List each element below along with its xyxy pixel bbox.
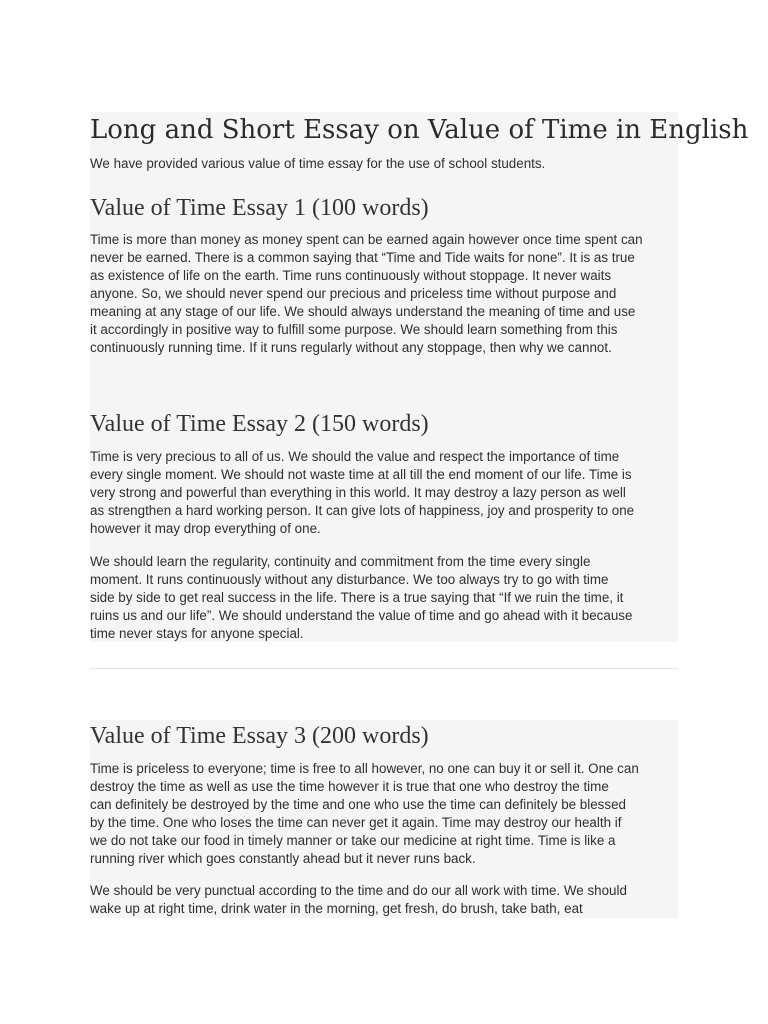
text-line: moment. It runs continuously without any disturbance. We too always try to go with time bbox=[90, 572, 609, 587]
text-line: running river which goes constantly ahead but it never runs back. bbox=[90, 851, 476, 866]
essay-1-heading: Value of Time Essay 1 (100 words) bbox=[90, 195, 429, 221]
text-line: destroy the time as well as use the time however it is true that one who destroy the time bbox=[90, 779, 609, 794]
essay-2-paragraph-2 bbox=[90, 553, 680, 643]
text-line: by the time. One who loses the time can never get it again. Time may destroy our health if bbox=[90, 815, 622, 830]
text-line: we do not take our food in timely manner or take our medicine at right time. Time is like a bbox=[90, 833, 616, 848]
intro-paragraph bbox=[90, 155, 680, 173]
text-line: as existence of life on the earth. Time runs continuously without stoppage. It never waits bbox=[90, 268, 612, 283]
article-title: Long and Short Essay on Value of Time in English bbox=[90, 115, 749, 145]
text-line: Time is more than money as money spent can be earned again however once time spent can bbox=[90, 232, 643, 247]
intro-line: We have provided various value of time essay for the use of school students. bbox=[90, 156, 546, 171]
text-line: ruins us and our life”. We should understand the value of time and go ahead with it because bbox=[90, 608, 633, 623]
text-line: wake up at right time, drink water in the morning, get fresh, do brush, take bath, eat bbox=[90, 901, 583, 916]
essay-3-paragraph-2 bbox=[90, 882, 680, 918]
text-line: anyone. So, we should never spend our precious and priceless time without purpose and bbox=[90, 286, 617, 301]
text-line: can definitely be destroyed by the time and one who use the time can definitely be blessed bbox=[90, 797, 626, 812]
essay-3-heading: Value of Time Essay 3 (200 words) bbox=[90, 723, 429, 749]
text-line: We should learn the regularity, continuity and commitment from the time every single bbox=[90, 554, 591, 569]
essay-2-paragraph-1 bbox=[90, 448, 680, 538]
text-line: every single moment. We should not waste time at all till the end moment of our life. Time is bbox=[90, 467, 632, 482]
text-line: meaning at any stage of our life. We should always understand the meaning of time and use bbox=[90, 304, 636, 319]
essay-2-heading: Value of Time Essay 2 (150 words) bbox=[90, 411, 429, 437]
essay-3-paragraph-1 bbox=[90, 760, 680, 868]
text-line: it accordingly in positive way to fulfill some purpose. We should learn something from this bbox=[90, 322, 618, 337]
essay-1-paragraph-1 bbox=[90, 231, 680, 357]
text-line: time never stays for anyone special. bbox=[90, 626, 304, 641]
text-line: continuously running time. If it runs regularly without any stoppage, then why we cannot. bbox=[90, 340, 612, 355]
text-line: We should be very punctual according to the time and do our all work with time. We should bbox=[90, 883, 627, 898]
text-line: Time is priceless to everyone; time is free to all however, no one can buy it or sell it. One can bbox=[90, 761, 639, 776]
text-line: however it may drop everything of one. bbox=[90, 521, 321, 536]
text-line: Time is very precious to all of us. We should the value and respect the importance of time bbox=[90, 449, 620, 464]
text-line: side by side to get real success in the life. There is a true saying that “If we ruin the time, it bbox=[90, 590, 624, 605]
text-line: never be earned. There is a common saying that “Time and Tide waits for none”. It is as true bbox=[90, 250, 635, 265]
text-line: as strengthen a hard working person. It can give lots of happiness, joy and prosperity to one bbox=[90, 503, 635, 518]
text-line: very strong and powerful than everything in this world. It may destroy a lazy person as well bbox=[90, 485, 626, 500]
section-divider bbox=[90, 668, 678, 669]
